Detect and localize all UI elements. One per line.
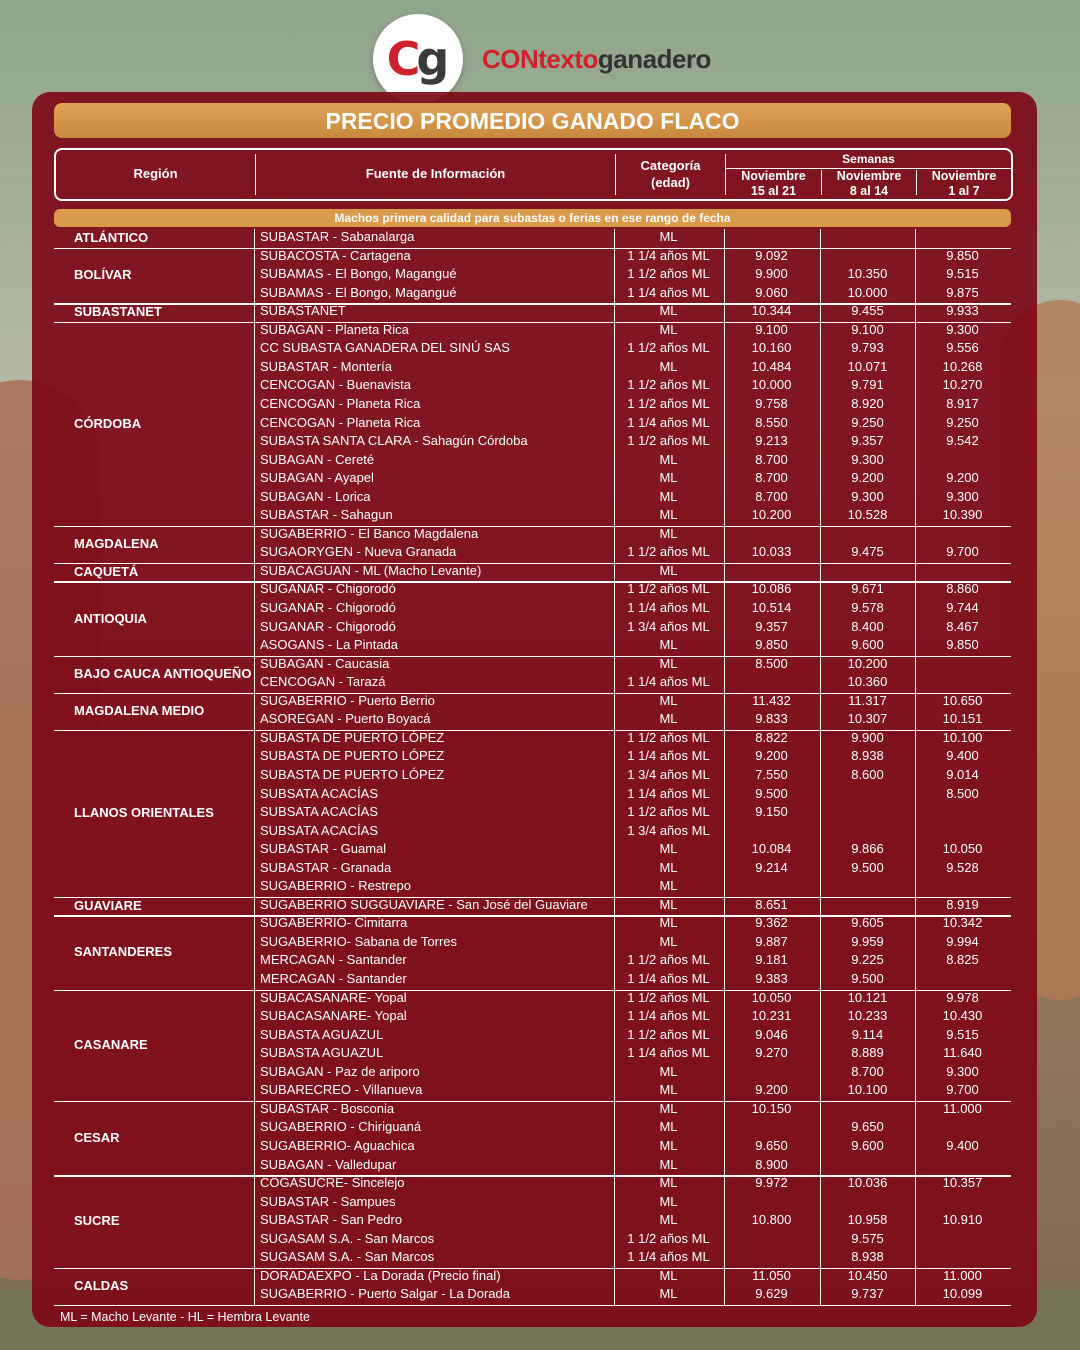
source-cell: SUBAGAN - Lorica bbox=[260, 488, 371, 504]
week2-price-cell: 9.357 bbox=[851, 433, 884, 449]
week3-price-cell: 8.825 bbox=[946, 952, 979, 968]
week1-price-cell: 9.900 bbox=[755, 266, 788, 282]
week2-price-cell: 9.791 bbox=[851, 377, 884, 393]
week2-price-cell: 9.737 bbox=[851, 1286, 884, 1302]
week3-price-cell: 10.357 bbox=[942, 1175, 983, 1191]
brand-name-part2: ganadero bbox=[597, 44, 711, 74]
source-cell: SUBASTAR - Guamal bbox=[260, 841, 387, 857]
category-cell: 1 1/4 años ML bbox=[627, 748, 710, 764]
week2-price-cell: 8.938 bbox=[851, 748, 884, 764]
week3-price-cell: 8.467 bbox=[946, 618, 979, 634]
week1-price-cell: 9.629 bbox=[755, 1286, 788, 1302]
source-cell: SUBASTA DE PUERTO LÓPEZ bbox=[260, 729, 445, 745]
week3-price-cell: 9.850 bbox=[946, 637, 979, 653]
source-cell: SUGANAR - Chigorodó bbox=[260, 618, 396, 634]
week3-price-cell: 10.910 bbox=[942, 1212, 983, 1228]
week1-price-cell: 8.822 bbox=[755, 729, 788, 745]
logo-letter-g: g bbox=[416, 32, 450, 86]
category-cell: ML bbox=[659, 692, 678, 708]
section-title: Machos primera calidad para subastas o ferias en ese rango de fecha bbox=[54, 209, 1011, 227]
category-cell: 1 1/2 años ML bbox=[627, 952, 710, 968]
source-cell: MERCAGAN - Santander bbox=[260, 971, 407, 986]
week1-price-cell: 9.046 bbox=[755, 1026, 788, 1042]
source-cell: SUBAGAN - Planeta Rica bbox=[260, 321, 409, 337]
column-week1-sub: 15 al 21 bbox=[750, 184, 797, 198]
source-cell: SUBASTANET bbox=[260, 303, 346, 319]
week1-price-cell: 10.344 bbox=[751, 303, 792, 319]
source-cell: SUBASTA SANTA CLARA - Sahagún Córdoba bbox=[260, 433, 528, 449]
source-cell: CENCOGAN - Tarazá bbox=[260, 674, 386, 690]
week2-price-cell: 8.938 bbox=[851, 1249, 884, 1265]
column-divider bbox=[254, 229, 255, 1305]
source-cell: SUBACASANARE- Yopal bbox=[260, 989, 407, 1005]
category-cell: ML bbox=[659, 1267, 678, 1283]
category-cell: 1 1/4 años ML bbox=[627, 1249, 710, 1265]
week1-price-cell: 10.086 bbox=[751, 581, 792, 597]
source-cell: SUBASTAR - Sabanalarga bbox=[260, 229, 415, 244]
region-label: ANTIOQUIA bbox=[74, 610, 147, 626]
category-cell: 1 1/4 años ML bbox=[627, 1045, 710, 1061]
week2-price-cell: 10.450 bbox=[847, 1267, 888, 1283]
category-cell: 1 1/2 años ML bbox=[627, 729, 710, 745]
source-cell: ASOREGAN - Puerto Boyacá bbox=[260, 711, 431, 727]
category-cell: ML bbox=[659, 1156, 678, 1172]
week3-price-cell: 9.300 bbox=[946, 1063, 979, 1079]
column-week2-sub: 8 al 14 bbox=[849, 184, 889, 198]
category-cell: 1 1/2 años ML bbox=[627, 581, 710, 597]
category-cell: 1 1/4 años ML bbox=[627, 284, 710, 300]
week1-price-cell: 9.500 bbox=[755, 785, 788, 801]
category-cell: ML bbox=[659, 711, 678, 727]
week1-price-cell: 10.033 bbox=[751, 544, 792, 560]
week1-price-cell: 10.160 bbox=[751, 340, 792, 356]
brand-name-part1: CONtexto bbox=[482, 44, 598, 74]
week3-price-cell: 10.099 bbox=[942, 1286, 983, 1302]
column-divider bbox=[614, 229, 615, 1305]
week2-price-cell: 9.578 bbox=[851, 600, 884, 615]
category-cell: 1 1/2 años ML bbox=[627, 377, 710, 393]
week2-price-cell: 9.900 bbox=[851, 729, 884, 745]
column-week2: Noviembre bbox=[836, 169, 902, 183]
category-cell: 1 1/2 años ML bbox=[627, 989, 710, 1005]
week3-price-cell: 11.000 bbox=[943, 1100, 982, 1116]
category-cell: 1 1/2 años ML bbox=[627, 433, 710, 449]
source-cell: SUBAGAN - Caucasia bbox=[260, 655, 390, 671]
week3-price-cell: 9.556 bbox=[946, 340, 979, 356]
week2-price-cell: 10.121 bbox=[847, 989, 888, 1005]
category-cell: ML bbox=[659, 1212, 678, 1228]
category-cell: ML bbox=[659, 655, 678, 671]
week3-price-cell: 9.300 bbox=[946, 321, 979, 337]
week3-price-cell: 9.850 bbox=[946, 247, 979, 263]
category-cell: ML bbox=[659, 1119, 678, 1135]
category-cell: ML bbox=[659, 321, 678, 337]
source-cell: SUBACAGUAN - ML (Macho Levante) bbox=[260, 562, 482, 578]
week3-price-cell: 9.875 bbox=[946, 284, 979, 300]
source-cell: SUGABERRIO - El Banco Magdalena bbox=[260, 525, 479, 541]
category-cell: ML bbox=[659, 1100, 678, 1116]
source-cell: SUBAGAN - Ayapel bbox=[260, 470, 374, 486]
source-cell: DORADAEXPO - La Dorada (Precio final) bbox=[260, 1267, 501, 1283]
week3-price-cell: 8.917 bbox=[946, 395, 979, 411]
week2-price-cell: 9.600 bbox=[851, 1137, 884, 1153]
week1-price-cell: 10.084 bbox=[751, 841, 792, 857]
category-cell: ML bbox=[659, 896, 678, 912]
week2-price-cell: 10.233 bbox=[847, 1008, 888, 1024]
category-cell: ML bbox=[659, 507, 678, 523]
source-cell: SUGANAR - Chigorodó bbox=[260, 600, 396, 615]
week1-price-cell: 11.432 bbox=[752, 692, 791, 708]
week2-price-cell: 10.036 bbox=[847, 1175, 888, 1191]
source-cell: ASOGANS - La Pintada bbox=[260, 637, 399, 653]
source-cell: SUBSATA ACACÍAS bbox=[260, 804, 379, 820]
category-cell: ML bbox=[659, 878, 678, 894]
week2-price-cell: 8.920 bbox=[851, 395, 884, 411]
source-cell: SUGASAM S.A. - San Marcos bbox=[260, 1230, 435, 1246]
week3-price-cell: 10.151 bbox=[942, 711, 983, 727]
category-cell: ML bbox=[659, 1286, 678, 1302]
column-divider bbox=[820, 229, 821, 1305]
source-cell: SUBASTA DE PUERTO LÓPEZ bbox=[260, 766, 445, 782]
category-cell: ML bbox=[659, 1137, 678, 1153]
category-cell: 1 1/2 años ML bbox=[627, 266, 710, 282]
page-title: PRECIO PROMEDIO GANADO FLACO bbox=[54, 103, 1011, 138]
week3-price-cell: 10.650 bbox=[942, 692, 983, 708]
brand-logo-icon bbox=[373, 14, 463, 104]
category-cell: 1 1/2 años ML bbox=[627, 340, 710, 356]
source-cell: COGASUCRE- Sincelejo bbox=[260, 1175, 405, 1191]
week2-price-cell: 9.500 bbox=[851, 859, 884, 875]
week3-price-cell: 9.933 bbox=[946, 303, 979, 319]
week1-price-cell: 9.213 bbox=[755, 433, 788, 449]
category-cell: ML bbox=[659, 1193, 678, 1209]
category-cell: 1 1/4 años ML bbox=[627, 414, 710, 430]
week2-price-cell: 10.350 bbox=[847, 266, 888, 282]
week2-price-cell: 9.300 bbox=[851, 451, 884, 467]
category-cell: 1 1/4 años ML bbox=[627, 674, 710, 690]
source-cell: SUBASTA AGUAZUL bbox=[260, 1026, 384, 1042]
source-cell: SUBSATA ACACÍAS bbox=[260, 785, 379, 801]
week2-price-cell: 9.600 bbox=[851, 637, 884, 653]
week1-price-cell: 9.270 bbox=[755, 1045, 788, 1061]
week1-price-cell: 8.500 bbox=[755, 655, 788, 671]
week1-price-cell: 9.200 bbox=[755, 748, 788, 764]
source-cell: SUGABERRIO- Aguachica bbox=[260, 1137, 415, 1153]
week1-price-cell: 9.092 bbox=[755, 247, 788, 263]
source-cell: CC SUBASTA GANADERA DEL SINÚ SAS bbox=[260, 340, 510, 356]
week3-price-cell: 9.744 bbox=[946, 600, 979, 615]
week3-price-cell: 9.515 bbox=[946, 1026, 979, 1042]
week2-price-cell: 9.455 bbox=[851, 303, 884, 319]
source-cell: SUGABERRIO- Cimitarra bbox=[260, 915, 408, 931]
column-category-sub: (edad) bbox=[651, 175, 690, 190]
week3-price-cell: 10.268 bbox=[942, 358, 983, 374]
week2-price-cell: 10.100 bbox=[847, 1082, 888, 1098]
source-cell: MERCAGAN - Santander bbox=[260, 952, 407, 968]
source-cell: SUBAGAN - Cereté bbox=[260, 451, 375, 467]
category-cell: 1 1/2 años ML bbox=[627, 395, 710, 411]
region-label: SUCRE bbox=[74, 1213, 120, 1229]
source-cell: SUBASTAR - Sampues bbox=[260, 1193, 396, 1209]
region-label: GUAVIARE bbox=[74, 898, 142, 914]
category-cell: 1 1/4 años ML bbox=[627, 1008, 710, 1024]
category-cell: 1 1/2 años ML bbox=[627, 1230, 710, 1246]
logo-letter-c: C bbox=[386, 32, 417, 86]
week1-price-cell: 9.383 bbox=[755, 971, 788, 986]
column-week3: Noviembre bbox=[931, 169, 997, 183]
week3-price-cell: 9.200 bbox=[946, 470, 979, 486]
week1-price-cell: 8.700 bbox=[755, 451, 788, 467]
week1-price-cell: 8.550 bbox=[755, 414, 788, 430]
category-cell: 1 1/4 años ML bbox=[627, 247, 710, 263]
source-cell: SUBSATA ACACÍAS bbox=[260, 822, 379, 838]
week2-price-cell: 8.600 bbox=[851, 766, 884, 782]
week2-price-cell: 9.475 bbox=[851, 544, 884, 560]
week1-price-cell: 9.833 bbox=[755, 711, 788, 727]
week1-price-cell: 9.100 bbox=[755, 321, 788, 337]
brand-name bbox=[482, 44, 711, 75]
category-cell: ML bbox=[659, 525, 678, 541]
week2-price-cell: 9.866 bbox=[851, 841, 884, 857]
week1-price-cell: 9.850 bbox=[755, 637, 788, 653]
column-category: Categoría bbox=[640, 158, 701, 173]
category-cell: ML bbox=[659, 470, 678, 486]
category-cell: ML bbox=[659, 358, 678, 374]
source-cell: SUGABERRIO- Sabana de Torres bbox=[260, 933, 458, 949]
category-cell: ML bbox=[659, 562, 678, 578]
week3-price-cell: 9.250 bbox=[946, 414, 979, 430]
week1-price-cell: 9.972 bbox=[755, 1175, 788, 1191]
week3-price-cell: 10.270 bbox=[942, 377, 983, 393]
source-cell: SUGABERRIO SUGGUAVIARE - San José del Guaviare bbox=[260, 896, 588, 912]
week2-price-cell: 8.400 bbox=[851, 618, 884, 634]
source-cell: SUGABERRIO - Chiriguaná bbox=[260, 1119, 422, 1135]
week2-price-cell: 10.200 bbox=[847, 655, 888, 671]
category-cell: ML bbox=[659, 915, 678, 931]
category-cell: ML bbox=[659, 488, 678, 504]
week2-price-cell: 9.793 bbox=[851, 340, 884, 356]
column-week1: Noviembre bbox=[741, 169, 806, 183]
week2-price-cell: 9.671 bbox=[851, 581, 884, 597]
week1-price-cell: 10.200 bbox=[751, 507, 792, 523]
week2-price-cell: 10.360 bbox=[847, 674, 888, 690]
week2-price-cell: 10.307 bbox=[847, 711, 888, 727]
column-region: Región bbox=[133, 166, 178, 181]
category-cell: 1 3/4 años ML bbox=[627, 766, 710, 782]
week3-price-cell: 8.860 bbox=[946, 581, 979, 597]
source-cell: SUBACASANARE- Yopal bbox=[260, 1008, 407, 1024]
week3-price-cell: 10.100 bbox=[942, 729, 983, 745]
footnote: ML = Macho Levante - HL = Hembra Levante bbox=[60, 1310, 310, 1324]
week1-price-cell: 10.000 bbox=[751, 377, 792, 393]
week3-price-cell: 9.978 bbox=[946, 989, 979, 1005]
source-cell: SUBASTA AGUAZUL bbox=[260, 1045, 384, 1061]
week2-price-cell: 9.114 bbox=[851, 1026, 884, 1042]
region-label: SUBASTANET bbox=[74, 304, 162, 320]
region-label: MAGDALENA MEDIO bbox=[74, 703, 205, 719]
category-cell: ML bbox=[659, 451, 678, 467]
week1-price-cell: 9.200 bbox=[755, 1082, 788, 1098]
category-cell: 1 1/2 años ML bbox=[627, 804, 710, 820]
week2-price-cell: 8.889 bbox=[851, 1045, 884, 1061]
week3-price-cell: 10.050 bbox=[942, 841, 983, 857]
week2-price-cell: 11.317 bbox=[848, 692, 887, 708]
week2-price-cell: 9.200 bbox=[851, 470, 884, 486]
week3-price-cell: 9.515 bbox=[946, 266, 979, 282]
week1-price-cell: 11.050 bbox=[752, 1267, 791, 1283]
week3-price-cell: 9.528 bbox=[946, 859, 979, 875]
source-cell: CENCOGAN - Planeta Rica bbox=[260, 395, 421, 411]
week1-price-cell: 9.650 bbox=[755, 1137, 788, 1153]
source-cell: SUGANAR - Chigorodó bbox=[260, 581, 396, 597]
week1-price-cell: 10.514 bbox=[751, 600, 792, 615]
week1-price-cell: 8.651 bbox=[755, 896, 788, 912]
source-cell: SUGABERRIO - Puerto Salgar - La Dorada bbox=[260, 1286, 510, 1302]
region-label: SANTANDERES bbox=[74, 944, 172, 960]
region-label: CÓRDOBA bbox=[74, 415, 142, 431]
source-cell: SUBAMAS - El Bongo, Magangué bbox=[260, 284, 457, 300]
category-cell: 1 3/4 años ML bbox=[627, 822, 710, 838]
source-cell: SUGAORYGEN - Nueva Granada bbox=[260, 544, 457, 560]
source-cell: SUGASAM S.A. - San Marcos bbox=[260, 1249, 435, 1265]
week1-price-cell: 10.050 bbox=[751, 989, 792, 1005]
category-cell: 1 3/4 años ML bbox=[627, 618, 710, 634]
week2-price-cell: 9.250 bbox=[851, 414, 884, 430]
region-label: BOLÍVAR bbox=[74, 267, 132, 283]
column-weeks: Semanas bbox=[842, 152, 895, 166]
group-divider bbox=[54, 1305, 1011, 1307]
source-cell: SUBASTAR - San Pedro bbox=[260, 1212, 403, 1228]
week2-price-cell: 9.605 bbox=[851, 915, 884, 931]
column-divider bbox=[915, 229, 916, 1305]
week1-price-cell: 10.800 bbox=[751, 1212, 792, 1228]
category-cell: 1 1/4 años ML bbox=[627, 600, 710, 615]
week3-price-cell: 9.400 bbox=[946, 1137, 979, 1153]
category-cell: 1 1/2 años ML bbox=[627, 1026, 710, 1042]
week3-price-cell: 11.640 bbox=[943, 1045, 982, 1061]
week3-price-cell: 10.390 bbox=[942, 507, 983, 523]
week1-price-cell: 9.214 bbox=[755, 859, 788, 875]
source-cell: SUBASTA DE PUERTO LÓPEZ bbox=[260, 748, 445, 764]
week1-price-cell: 8.700 bbox=[755, 488, 788, 504]
category-cell: 1 1/4 años ML bbox=[627, 785, 710, 801]
week3-price-cell: 8.500 bbox=[946, 785, 979, 801]
week2-price-cell: 10.528 bbox=[847, 507, 888, 523]
region-label: BAJO CAUCA ANTIOQUEÑO bbox=[74, 666, 252, 682]
source-cell: SUBAGAN - Paz de ariporo bbox=[260, 1063, 420, 1079]
source-cell: CENCOGAN - Buenavista bbox=[260, 377, 411, 393]
region-label: CESAR bbox=[74, 1129, 120, 1145]
category-cell: 1 1/4 años ML bbox=[627, 971, 710, 986]
week1-price-cell: 9.887 bbox=[755, 933, 788, 949]
category-cell: ML bbox=[659, 1175, 678, 1191]
week1-price-cell: 9.181 bbox=[755, 952, 788, 968]
week1-price-cell: 9.758 bbox=[755, 395, 788, 411]
week3-price-cell: 9.700 bbox=[946, 1082, 979, 1098]
week1-price-cell: 9.060 bbox=[755, 284, 788, 300]
category-cell: 1 1/2 años ML bbox=[627, 544, 710, 560]
week2-price-cell: 9.500 bbox=[851, 971, 884, 986]
week2-price-cell: 9.300 bbox=[851, 488, 884, 504]
week1-price-cell: 9.357 bbox=[755, 618, 788, 634]
column-divider bbox=[724, 229, 725, 1305]
week2-price-cell: 8.700 bbox=[851, 1063, 884, 1079]
week3-price-cell: 9.014 bbox=[946, 766, 979, 782]
source-cell: SUBASTAR - Montería bbox=[260, 358, 392, 374]
price-panel bbox=[32, 92, 1037, 1327]
header bbox=[0, 0, 1080, 95]
table-header bbox=[54, 148, 1013, 201]
week2-price-cell: 9.100 bbox=[851, 321, 884, 337]
week3-price-cell: 9.700 bbox=[946, 544, 979, 560]
source-cell: SUGABERRIO - Restrepo bbox=[260, 878, 411, 894]
category-cell: ML bbox=[659, 1063, 678, 1079]
category-cell: ML bbox=[659, 933, 678, 949]
source-cell: SUBAMAS - El Bongo, Magangué bbox=[260, 266, 457, 282]
week1-price-cell: 10.484 bbox=[751, 358, 792, 374]
week2-price-cell: 9.225 bbox=[851, 952, 884, 968]
source-cell: SUBASTAR - Bosconia bbox=[260, 1100, 395, 1116]
week1-price-cell: 10.231 bbox=[751, 1008, 792, 1024]
week3-price-cell: 10.342 bbox=[942, 915, 983, 931]
source-cell: SUGABERRIO - Puerto Berrio bbox=[260, 692, 435, 708]
source-cell: SUBASTAR - Sahagun bbox=[260, 507, 393, 523]
category-cell: ML bbox=[659, 303, 678, 319]
category-cell: ML bbox=[659, 841, 678, 857]
week3-price-cell: 9.300 bbox=[946, 488, 979, 504]
week3-price-cell: 11.000 bbox=[943, 1267, 982, 1283]
week2-price-cell: 9.650 bbox=[851, 1119, 884, 1135]
week1-price-cell: 9.150 bbox=[755, 804, 788, 820]
category-cell: ML bbox=[659, 637, 678, 653]
week1-price-cell: 7.550 bbox=[755, 766, 788, 782]
region-label: CAQUETÁ bbox=[74, 564, 139, 580]
week2-price-cell: 10.071 bbox=[847, 358, 888, 374]
region-label: CALDAS bbox=[74, 1278, 129, 1294]
source-cell: SUBARECREO - Villanueva bbox=[260, 1082, 423, 1098]
week1-price-cell: 9.362 bbox=[755, 915, 788, 931]
column-week3-sub: 1 al 7 bbox=[948, 184, 980, 198]
region-label: CASANARE bbox=[74, 1037, 148, 1053]
week2-price-cell: 10.958 bbox=[847, 1212, 888, 1228]
category-cell: ML bbox=[659, 1082, 678, 1098]
region-label: ATLÁNTICO bbox=[74, 230, 149, 246]
week2-price-cell: 9.959 bbox=[851, 933, 884, 949]
week3-price-cell: 10.430 bbox=[942, 1008, 983, 1024]
column-source: Fuente de Información bbox=[365, 166, 506, 181]
week2-price-cell: 10.000 bbox=[847, 284, 888, 300]
week3-price-cell: 9.542 bbox=[946, 433, 979, 449]
source-cell: SUBASTAR - Granada bbox=[260, 859, 392, 875]
week3-price-cell: 9.400 bbox=[946, 748, 979, 764]
source-cell: SUBAGAN - Valledupar bbox=[260, 1156, 397, 1172]
week1-price-cell: 8.700 bbox=[755, 470, 788, 486]
category-cell: ML bbox=[659, 229, 678, 244]
category-cell: ML bbox=[659, 859, 678, 875]
week3-price-cell: 8.919 bbox=[946, 896, 979, 912]
source-cell: CENCOGAN - Planeta Rica bbox=[260, 414, 421, 430]
week1-price-cell: 8.900 bbox=[755, 1156, 788, 1172]
week2-price-cell: 9.575 bbox=[851, 1230, 884, 1246]
week1-price-cell: 10.150 bbox=[751, 1100, 792, 1116]
region-label: LLANOS ORIENTALES bbox=[74, 805, 214, 821]
week3-price-cell: 9.994 bbox=[946, 933, 979, 949]
source-cell: SUBACOSTA - Cartagena bbox=[260, 247, 411, 263]
region-label: MAGDALENA bbox=[74, 536, 159, 552]
